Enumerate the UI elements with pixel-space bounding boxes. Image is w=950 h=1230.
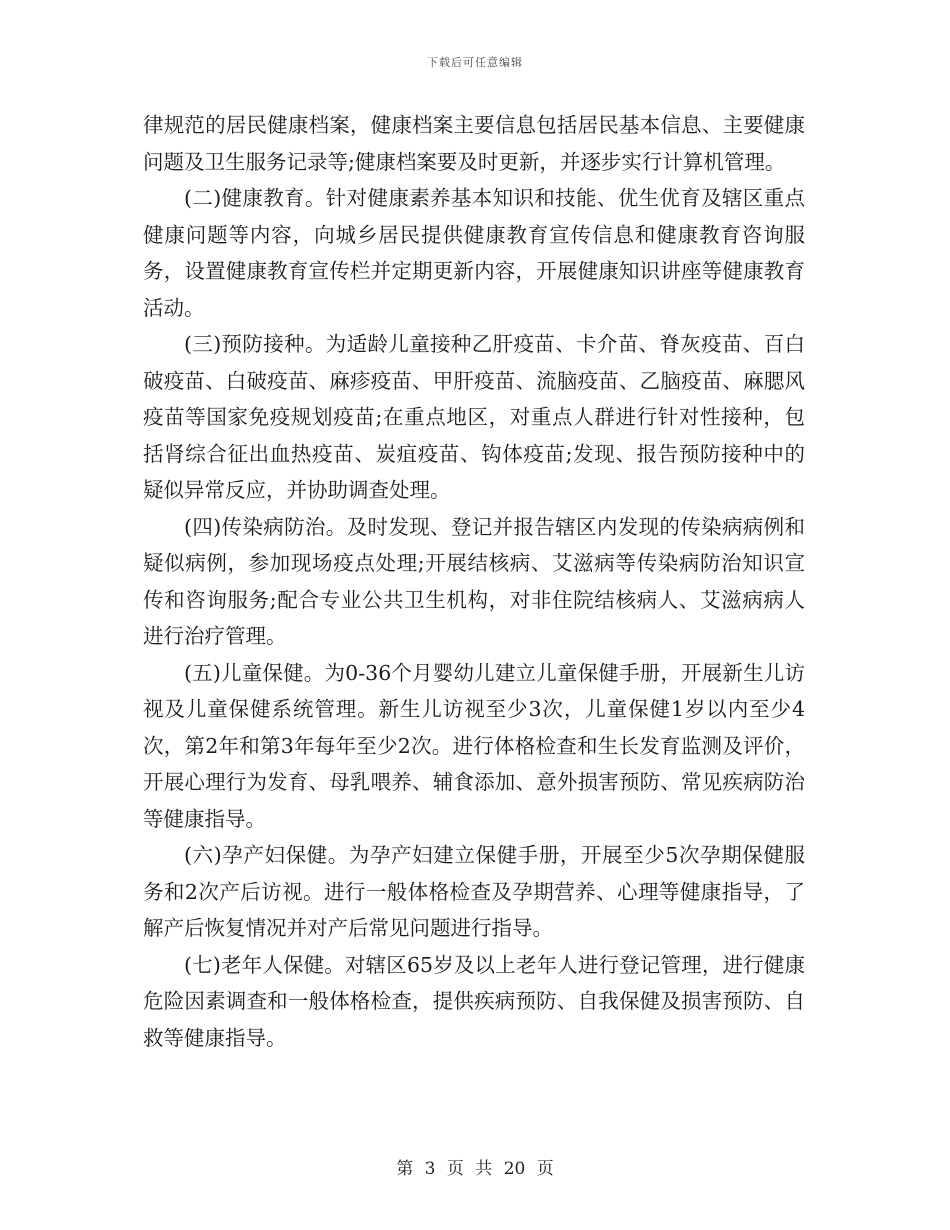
paragraph-health-education: (二)健康教育。针对健康素养基本知识和技能、优生优育及辖区重点健康问题等内容，向城乡居民提供健康教育宣传信息和健康教育咨询服务，设置健康教育宣传栏并定期更新内容，开展健康知识讲座等健康教育活动。 [143,186,805,320]
page-number-footer: 第 3 页 共 20 页 [396,1159,554,1179]
paragraph-health-records-continued: 律规范的居民健康档案，健康档案主要信息包括居民基本信息、主要健康问题及卫生服务记录等;健康档案要及时更新，并逐步实行计算机管理。 [143,113,805,174]
paragraph-child-health: (五)儿童保健。为0-36个月婴幼儿建立儿童保健手册，开展新生儿访视及儿童保健系统管理。新生儿访视至少3次，儿童保健1岁以内至少4次，第2年和第3年每年至少2次。进行体格检查和生长发育监测及评价，开展心理行为发育、母乳喂养、辅食添加、意外损害预防、常见疾病防治等健康指导。 [143,660,805,831]
paragraph-infectious-disease: (四)传染病防治。及时发现、登记并报告辖区内发现的传染病病例和疑似病例，参加现场疫点处理;开展结核病、艾滋病等传染病防治知识宣传和咨询服务;配合专业公共卫生机构，对非住院结核病人、艾滋病病人进行治疗管理。 [143,514,805,648]
paragraph-elderly-health: (七)老年人保健。对辖区65岁及以上老年人进行登记管理，进行健康危险因素调查和一般体格检查，提供疾病预防、自我保健及损害预防、自救等健康指导。 [143,952,805,1050]
page-header: 下载后可任意编辑 [427,56,523,69]
paragraph-maternal-health: (六)孕产妇保健。为孕产妇建立保健手册，开展至少5次孕期保健服务和2次产后访视。进行一般体格检查及孕期营养、心理等健康指导，了解产后恢复情况并对产后常见问题进行指导。 [143,843,805,940]
document-body [143,107,805,1056]
paragraph-vaccination: (三)预防接种。为适龄儿童接种乙肝疫苗、卡介苗、脊灰疫苗、百白破疫苗、白破疫苗、麻疹疫苗、甲肝疫苗、流脑疫苗、乙脑疫苗、麻腮风疫苗等国家免疫规划疫苗;在重点地区，对重点人群进行针对性接种，包括肾综合征出血热疫苗、炭疽疫苗、钩体疫苗;发现、报告预防接种中的疑似异常反应，并协助调查处理。 [143,332,805,502]
